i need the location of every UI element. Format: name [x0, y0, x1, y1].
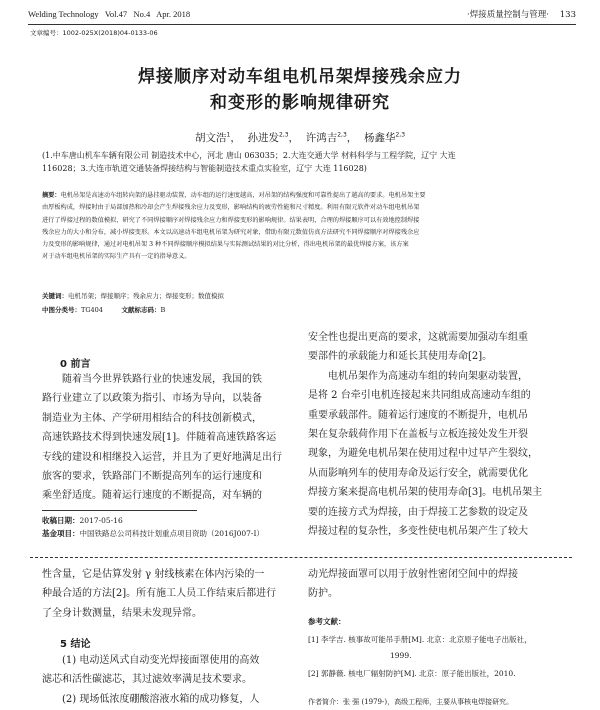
body-line: 是将 2 台牵引电机连接起来共同组成高速动车组的 — [308, 390, 531, 402]
doc-code-label: 文献标志码： — [121, 306, 161, 314]
body-line: 滤芯和活性碳滤芯，其过滤效率满足技术要求。 — [42, 674, 252, 686]
body-line: 性含量，它是估算发射 γ 射线核素在体内污染的一 — [42, 569, 265, 580]
abstract-line: 残余应力的大小和分布，减小焊接变形。本文以高速动车组电机吊架为研究对象，借助有限元数值仿真方法研究不同焊接顺序对焊接残余应 — [42, 228, 420, 236]
body-line: 焊接过程的复杂性，多变性使电机吊架产生了较大 — [308, 526, 528, 538]
body-line: 电机吊架作为高速动车组的转向架驱动装置， — [328, 370, 528, 382]
section-name: ·焊接质量控制与管理· — [467, 10, 549, 20]
article-title-line-1: 焊接顺序对动车组电机吊架焊接残余应力 — [138, 67, 462, 87]
journal-info — [28, 9, 190, 19]
body-line: 高速铁路技术得到快速发展[1]。伴随着高速铁路客运 — [42, 432, 277, 444]
page-splice-separator — [30, 557, 572, 558]
body-line: 现象，为避免电机吊架在使用过程中过早产生裂纹， — [308, 448, 538, 460]
fund-label: 基金项目： — [42, 529, 80, 538]
footnote-rule — [42, 510, 197, 511]
body-line: 专线的建设和相继投入运营，并且为了更好地满足出行 — [42, 451, 282, 463]
abstract-label: 摘要： — [42, 192, 61, 199]
body-line: 重要承载部件。随着运行速度的不断提升，电机吊 — [308, 409, 528, 421]
body-line: 了全身计数测量，结果未发现异常。 — [42, 607, 202, 619]
intro-heading: 0 前言 — [60, 359, 91, 370]
abstract-line: 由厚板构成，焊接时由于局部加热和冷却会产生焊接残余应力及变形，影响结构的疲劳性能和尺寸精度。利用有限元软件对动车组电机吊架 — [42, 204, 420, 212]
body-line: 从而影响列车的使用寿命及运行安全，就需要优化 — [308, 467, 528, 479]
affiliation-line-1: (1.中车唐山机车车辆有限公司 制造技术中心，河北 唐山 063035；2.大连交通大学 材料科学与工程学院，辽宁 大连 — [42, 151, 456, 160]
abstract-line: 力及变形的影响规律，通过对电机吊架 3 种不同焊接顺序模拟结果与实际测试结果的对比分析，得出电机吊架的最优焊接方案，该方案 — [42, 241, 409, 249]
lower-left-text — [42, 565, 297, 623]
body-line: 路行业建立了以政策为指引、市场为导向，以装备 — [42, 393, 262, 405]
abstract-line: 对于动车组电机吊架的实际生产具有一定的指导意义。 — [42, 253, 191, 261]
abstract-line: 进行了焊接过程的数值模拟，研究了不同焊接顺序对焊接残余应力和焊接变形的影响规律。结果表明，合理的焊接顺序可以有效地控制焊接 — [42, 216, 420, 224]
intro-right-column — [308, 328, 570, 541]
article-title-line-2: 和变形的影响规律研究 — [210, 93, 390, 113]
body-line: 制造业为主体、产学研用相结合的科技创新模式， — [42, 412, 262, 424]
author-note: 作者简介：张 强 (1979-)，高级工程师，主要从事核电焊接研究。 — [308, 698, 514, 706]
body-line: 乘坐舒适度。随着运行速度的不断提高，对车辆的 — [42, 490, 262, 502]
body-line: 要部件的承载能力和延长其使用寿命[2]。 — [308, 351, 493, 363]
affiliation-line-2: 116028；3.大连市轨道交通装备焊接结构与智能制造技术重点实验室，辽宁 大连 116028) — [42, 164, 367, 173]
lower-right-text — [308, 565, 570, 604]
references-heading: 参考文献： — [308, 617, 346, 626]
received-label: 收稿日期： — [42, 516, 80, 525]
author: 许鸿吉$^{2,3}$ — [305, 131, 347, 144]
body-line: 架在复杂载荷作用下在盖板与立板连接处发生开裂 — [308, 429, 528, 441]
keywords — [42, 291, 562, 300]
page-number: 133 — [559, 10, 576, 20]
classification — [42, 305, 562, 314]
body-line: 安全性也提出更高的要求，这就需要加强动车组重 — [308, 332, 528, 343]
clc-label: 中图分类号： — [42, 306, 81, 314]
body-line: 种最合适的方法[2]。所有施工人员工作结束后都进行 — [42, 588, 277, 600]
body-line: 动光焊接面罩可以用于放射性密闭空间中的焊接 — [308, 569, 518, 580]
article-number: 文章编号：1002-025X(2018)04-0133-06 — [30, 29, 158, 37]
keywords-value: 电机吊架；焊接顺序；残余应力；焊接变形；数值模拟 — [68, 292, 224, 300]
author: 胡文浩$^1$ — [194, 131, 231, 144]
body-line: 防护。 — [308, 588, 338, 600]
abstract-line: 摘要：电机吊架是高速动车组转向架的悬挂驱动装置，动车组的运行速度越高，对吊架的结构强度和可靠性提出了越高的要求。电机吊架主要 — [42, 192, 426, 199]
reference-item: [1] 李学吉. 核事故可能吊手册[M]. 北京：北京原子能电子出版社， — [308, 635, 532, 644]
keywords-label: 关键词： — [42, 292, 68, 300]
author: 孙进发$^{2,3}$ — [247, 131, 289, 144]
journal-issue: No.4 — [133, 9, 151, 19]
abstract — [42, 190, 562, 264]
journal-name: Welding Technology — [28, 9, 99, 19]
reference-item-continuation: 1999. — [390, 651, 412, 660]
section-info — [467, 8, 576, 20]
author-list: 胡文浩$^1$， 孙进发$^{2,3}$， 许鸿吉$^{2,3}$， 杨鑫华$^{2,3}$ — [194, 131, 406, 144]
running-header — [28, 6, 576, 25]
clc-value: TG404 — [81, 306, 103, 314]
body-line: (2) 现场低浓度硼酸溶液水箱的成功修复，人 — [62, 693, 260, 705]
intro-left-column — [42, 370, 294, 506]
body-line: 焊接方案来提高电机吊架的使用寿命[3]。电机吊架主 — [308, 487, 543, 499]
journal-date: Apr. 2018 — [156, 9, 191, 19]
body-line: 随着当今世界铁路行业的快速发展，我国的铁 — [62, 374, 262, 385]
fund-info: 基金项目：中国铁路总公司科技计划重点项目资助（2016J007-I） — [42, 529, 264, 538]
reference-item: [2] 郭静薇. 核电厂辐射防护[M]. 北京：原子能出版社，2010. — [308, 669, 516, 678]
received-date: 收稿日期：2017-05-16 — [42, 516, 123, 525]
body-line: (1) 电动送风式自动变光焊接面罩使用的高效 — [62, 655, 260, 666]
conclusion-text — [42, 651, 297, 709]
author: 杨鑫华$^{2,3}$ — [363, 131, 406, 144]
conclusion-heading: 5 结论 — [60, 639, 91, 650]
doc-code-value: B — [160, 306, 166, 314]
body-line: 旅客的要求，铁路部门不断提高列车的运行速度和 — [42, 471, 262, 483]
journal-volume: Vol.47 — [104, 9, 128, 19]
body-line: 要的连接方式为焊接，由于焊接工艺参数的设定及 — [308, 506, 528, 518]
